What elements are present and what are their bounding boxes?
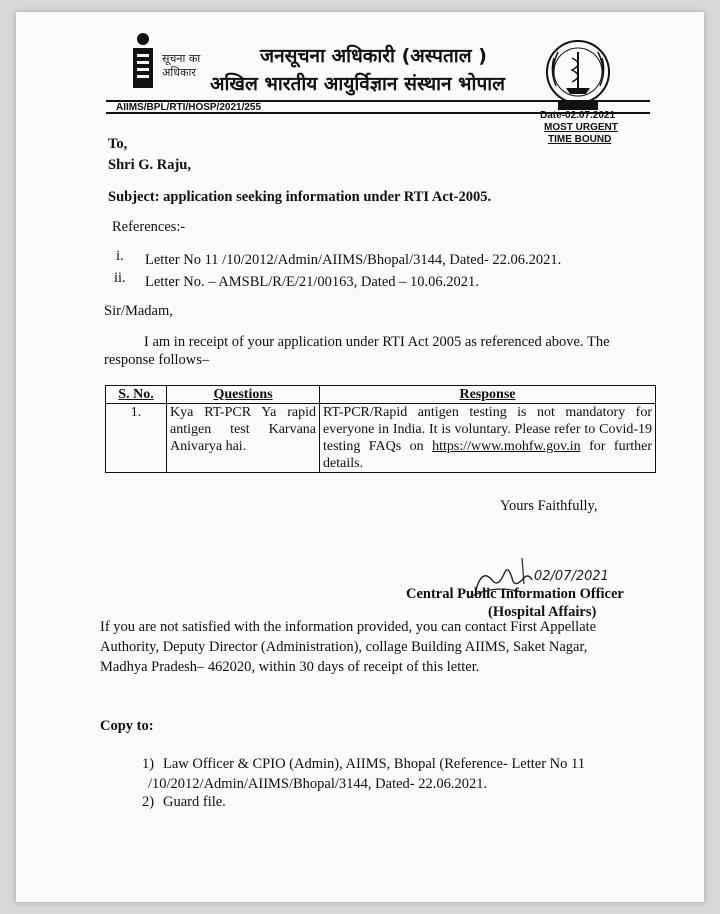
mohfw-link[interactable]: https://www.mohfw.gov.in [432,439,581,454]
response-text: RT-PCR/Rapid antigen testing is not mandatory for everyone in India. It is voluntary. Please refer to Covid-19 testing FAQs on [323,405,652,454]
to-label: To, [108,136,128,152]
letter-date: Date-02.07.2021 [540,110,616,121]
reference-number-2: ii. [114,270,126,286]
cpio-title: Central Public Information Officer [406,586,624,602]
table-header-row [106,386,656,404]
time-bound-tag: TIME BOUND [548,134,612,145]
recipient-name: Shri G. Raju, [108,157,191,173]
signature-date: 02/07/2021 [534,569,609,584]
copy-item-number-1: 1) [142,756,155,772]
reference-item-2: Letter No. – AMSBL/R/E/21/00163, Dated – 10.06.2021. [145,274,479,290]
appeal-line-1: If you are not satisfied with the information provided, you can contact First Appellate [100,619,597,635]
response-header: Response [320,386,656,404]
copy-item-1-line-2: /10/2012/Admin/AIIMS/Bhopal/3144, Dated- 22.06.2021. [148,776,488,792]
intro-line-1: I am in receipt of your application under RTI Act 2005 as referenced above. The [144,334,610,350]
response-table [105,385,656,473]
row-question: Kya RT-PCR Ya rapid antigen test Karvana Anivarya hai. [167,404,320,473]
questions-header: Questions [167,386,320,404]
table-row [106,404,656,473]
references-label: References:- [112,219,186,235]
response-tail: for further details. [323,439,652,471]
sno-header: S. No. [106,386,167,404]
copy-item-number-2: 2) [142,794,155,810]
intro-line-2: response follows– [104,352,210,368]
copy-item-1-line-1: Law Officer & CPIO (Admin), AIIMS, Bhopal (Reference- Letter No 11 [163,756,585,772]
reference-number: AIIMS/BPL/RTI/HOSP/2021/255 [116,102,262,113]
rti-logo-line1: सूचना का [162,52,201,65]
most-urgent-tag: MOST URGENT [544,122,618,133]
rti-information-icon [126,32,160,94]
appeal-line-2: Authority, Deputy Director (Administration), collage Building AIIMS, Saket Nagar, [100,639,588,655]
row-sno: 1. [106,404,167,473]
copy-item-2: Guard file. [163,794,226,810]
reference-number-1: i. [116,248,124,264]
subject-line: Subject: application seeking information under RTI Act-2005. [108,189,492,205]
cpio-department: (Hospital Affairs) [488,604,597,620]
institute-name: अखिल भारतीय आयुर्विज्ञान संस्थान भोपाल [210,73,506,95]
copy-to-label: Copy to: [100,718,154,734]
reference-item-1: Letter No 11 /10/2012/Admin/AIIMS/Bhopal/3144, Dated- 22.06.2021. [145,252,562,268]
yours-faithfully: Yours Faithfully, [500,498,598,514]
row-response [320,404,656,473]
appeal-line-3: Madhya Pradesh– 462020, within 30 days of receipt of this letter. [100,659,480,675]
rti-logo-line2: अधिकार [162,66,196,79]
letter-page [16,12,704,902]
office-title: जनसूचना अधिकारी (अस्पताल ) [260,45,487,67]
rti-logo-text [162,52,200,80]
salutation: Sir/Madam, [104,303,173,319]
